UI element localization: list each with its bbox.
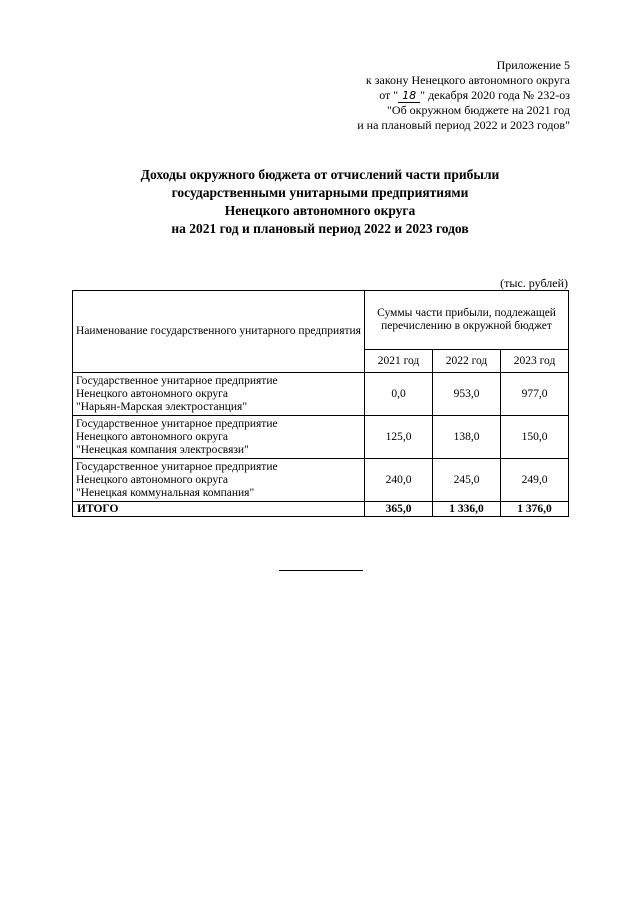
enterprise-name-line: Государственное унитарное предприятие	[76, 460, 278, 473]
table-row	[73, 416, 569, 459]
enterprise-name	[73, 416, 365, 459]
units-label: (тыс. рублей)	[500, 276, 568, 290]
enterprise-name-line: "Нарьян-Марская электростанция"	[76, 400, 248, 413]
total-label: ИТОГО	[73, 502, 365, 517]
value-2021: 0,0	[365, 373, 433, 416]
total-2021: 365,0	[365, 502, 433, 517]
appendix-date-line	[357, 88, 570, 103]
enterprise-name-line: Ненецкого автономного округа	[76, 387, 228, 400]
date-suffix: " декабря 2020 года № 232-оз	[420, 88, 570, 102]
value-2021: 125,0	[365, 416, 433, 459]
table-row	[73, 459, 569, 502]
enterprise-name-line: "Ненецкая компания электросвязи"	[76, 443, 249, 456]
table-row	[73, 373, 569, 416]
total-2023: 1 376,0	[501, 502, 569, 517]
title-line-3: Ненецкого автономного округа	[224, 203, 416, 218]
value-2023: 150,0	[501, 416, 569, 459]
value-2022: 138,0	[433, 416, 501, 459]
value-2022: 245,0	[433, 459, 501, 502]
title-line-4: на 2021 год и плановый период 2022 и 2023 годов	[171, 221, 469, 236]
enterprise-name-line: Ненецкого автономного округа	[76, 430, 228, 443]
appendix-law-title-1: "Об окружном бюджете на 2021 год	[387, 103, 570, 117]
document-title	[60, 166, 580, 238]
enterprise-name-line: Государственное унитарное предприятие	[76, 417, 278, 430]
appendix-number: Приложение 5	[496, 58, 570, 72]
value-2023: 977,0	[501, 373, 569, 416]
appendix-law-title-2: и на плановый период 2022 и 2023 годов"	[357, 118, 570, 132]
enterprise-name-header: Наименование государственного унитарного предприятия	[73, 291, 365, 373]
enterprise-name-line: "Ненецкая коммунальная компания"	[76, 486, 255, 499]
table-header-row	[73, 291, 569, 350]
enterprise-name	[73, 459, 365, 502]
appendix-law-ref: к закону Ненецкого автономного округа	[365, 73, 570, 87]
value-2023: 249,0	[501, 459, 569, 502]
sum-header: Суммы части прибыли, подлежащей перечислению в окружной бюджет	[365, 291, 569, 350]
total-2022: 1 336,0	[433, 502, 501, 517]
total-row	[73, 502, 569, 517]
closing-divider	[279, 570, 363, 571]
appendix-header	[357, 58, 570, 133]
year-2021-header: 2021 год	[365, 350, 433, 373]
value-2022: 953,0	[433, 373, 501, 416]
handwritten-day: 18	[398, 90, 420, 103]
date-prefix: от "	[379, 88, 399, 102]
title-line-1: Доходы окружного бюджета от отчислений части прибыли	[140, 167, 500, 182]
enterprise-name-line: Ненецкого автономного округа	[76, 473, 228, 486]
year-2023-header: 2023 год	[501, 350, 569, 373]
enterprise-name-line: Государственное унитарное предприятие	[76, 374, 278, 387]
value-2021: 240,0	[365, 459, 433, 502]
title-line-2: государственными унитарными предприятиями	[171, 185, 469, 200]
year-2022-header: 2022 год	[433, 350, 501, 373]
revenue-table	[72, 290, 569, 517]
enterprise-name	[73, 373, 365, 416]
